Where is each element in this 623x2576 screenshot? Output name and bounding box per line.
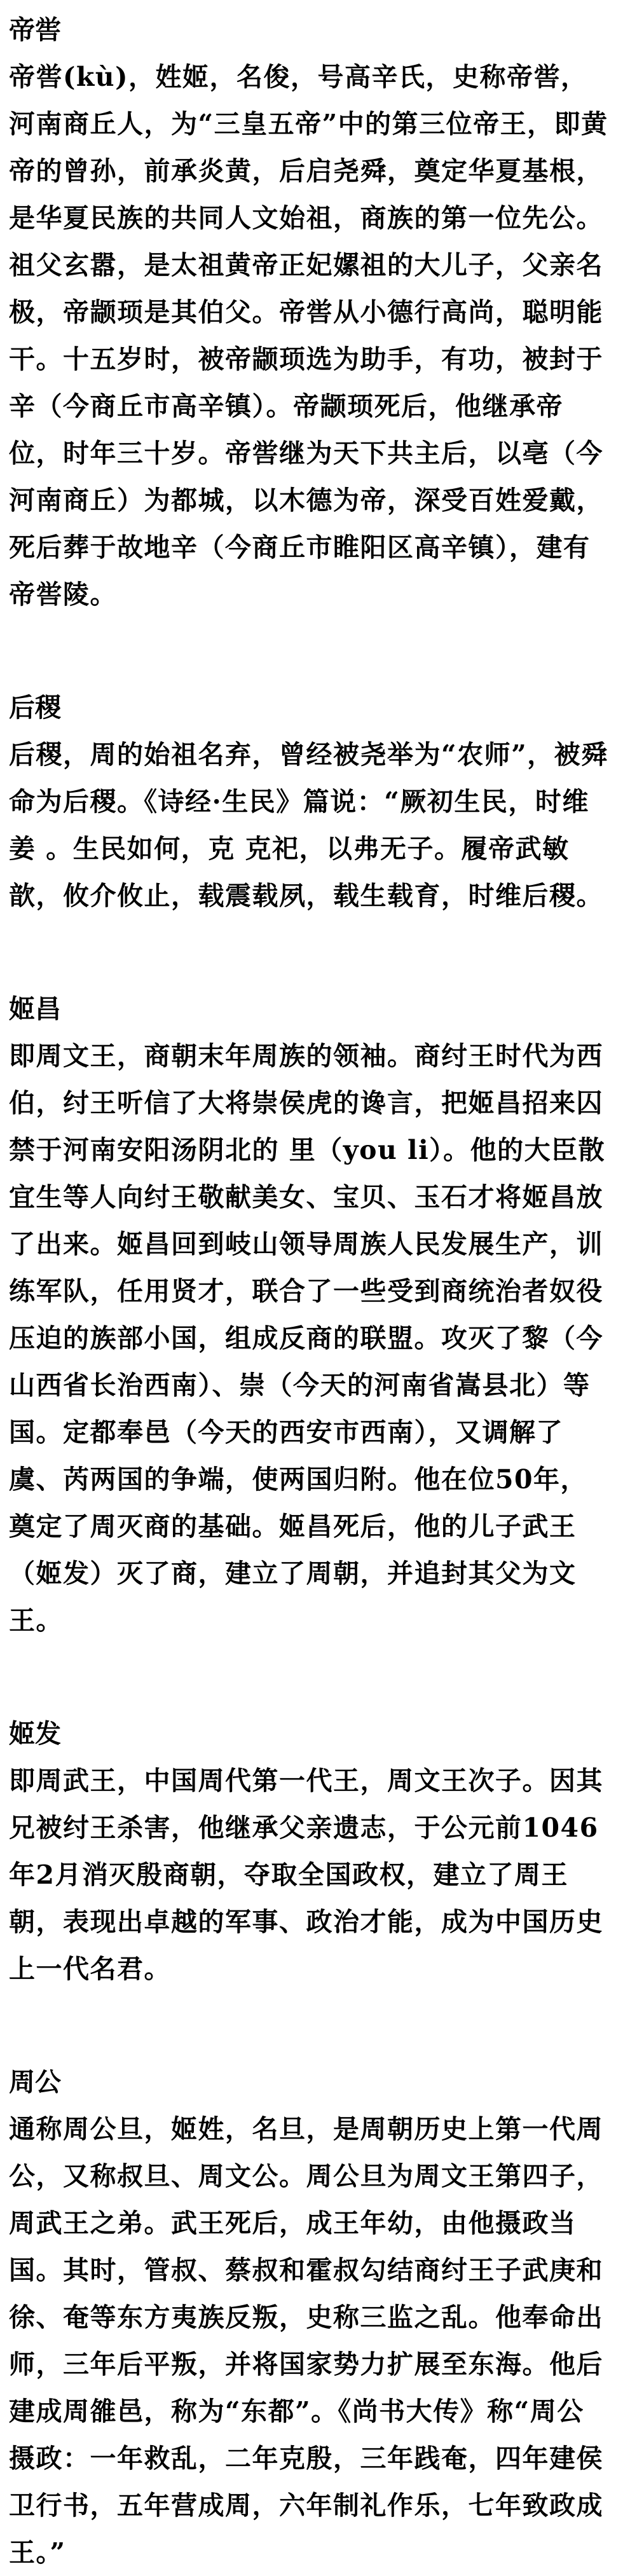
section-body	[9, 1032, 609, 1644]
section-houji	[9, 684, 609, 919]
section-title: 姬发	[9, 1718, 61, 1749]
section-dikhu	[9, 6, 609, 618]
section-paragraph: 即周文王，商朝末年周族的领袖。商纣王时代为西伯，纣王听信了大将崇侯虎的谗言，把姬昌招来囚禁于河南安阳汤阴北的 里（you li）。他的大臣散宜生等人向纣王敬献美女、宝贝、玉石才将姬昌放了出来。姬昌回到岐山领导周族人民发展生产，训练军队，任用贤才，联合了一些受到商统治者奴役压迫的族部小国，组成反商的联盟。攻灭了黎（今山西省长治西南）、崇（今天的河南省嵩县北）等国。定都奉邑（今天的西安市西南），又调解了虞、芮两国的争端，使两国归附。他在位50年，奠定了周灭商的基础。姬昌死后，他的儿子武王（姬发）灭了商，建立了周朝，并追封其父为文王。	[9, 1041, 606, 1636]
section-paragraph: 通称周公旦，姬姓，名旦，是周朝历史上第一代周公，又称叔旦、周文公。周公旦为周文王第四子，周武王之弟。武王死后，成王年幼，由他摄政当国。其时，管叔、蔡叔和霍叔勾结商纣王子武庚和徐、奄等东方夷族反叛，史称三监之乱。他奉命出师，三年后平叛，并将国家势力扩展至东海。他后建成周雒邑，称为“东都”。《尚书大传》称“周公摄政：一年救乱，二年克殷，三年践奄，四年建侯卫行书，五年营成周，六年制礼作乐，七年致政成王。”	[9, 2114, 603, 2568]
section-body	[9, 1757, 609, 1992]
section-title: 姬昌	[9, 994, 61, 1024]
section-body	[9, 53, 609, 618]
section-title: 帝喾	[9, 15, 61, 45]
section-title: 后稷	[9, 692, 61, 723]
section-paragraph: 后稷，周的始祖名弃，曾经被尧举为“农师”，被舜命为后稷。《诗经·生民》篇说：“厥初生民，时维姜 。生民如何，克 克祀，以弗无子。履帝武敏歆，攸介攸止，载震载夙，载生载育，时维后稷。	[9, 739, 608, 911]
section-body	[9, 2106, 609, 2576]
section-paragraph: 即周武王，中国周代第一代王，周文王次子。因其兄被纣王杀害，他继承父亲遗志，于公元前1046年2月消灭殷商朝，夺取全国政权，建立了周王朝，表现出卓越的军事、政治才能，成为中国历史上一代名君。	[9, 1765, 603, 1984]
section-jichang	[9, 985, 609, 1644]
section-zhougong	[9, 2059, 609, 2576]
section-paragraph: 帝喾(kù)，姓姬，名俊，号高辛氏，史称帝喾，河南商丘人，为“三皇五帝”中的第三位帝王，即黄帝的曾孙，前承炎黄，后启尧舜，奠定华夏基根，是华夏民族的共同人文始祖，商族的第一位先公。祖父玄嚣，是太祖黄帝正妃嫘祖的大儿子，父亲名 极，帝颛顼是其伯父。帝喾从小德行高尚，聪明能干。十五岁时，被帝颛顼选为助手，有功，被封于辛（今商丘市高辛镇）。帝颛顼死后，他继承帝位，时年三十岁。帝喾继为天下共主后，以亳（今河南商丘）为都城，以木德为帝，深受百姓爱戴，死后葬于故地辛（今商丘市睢阳区高辛镇），建有帝喾陵。	[9, 62, 608, 610]
section-jifa	[9, 1710, 609, 1992]
section-title: 周公	[9, 2067, 61, 2097]
section-body	[9, 731, 609, 919]
